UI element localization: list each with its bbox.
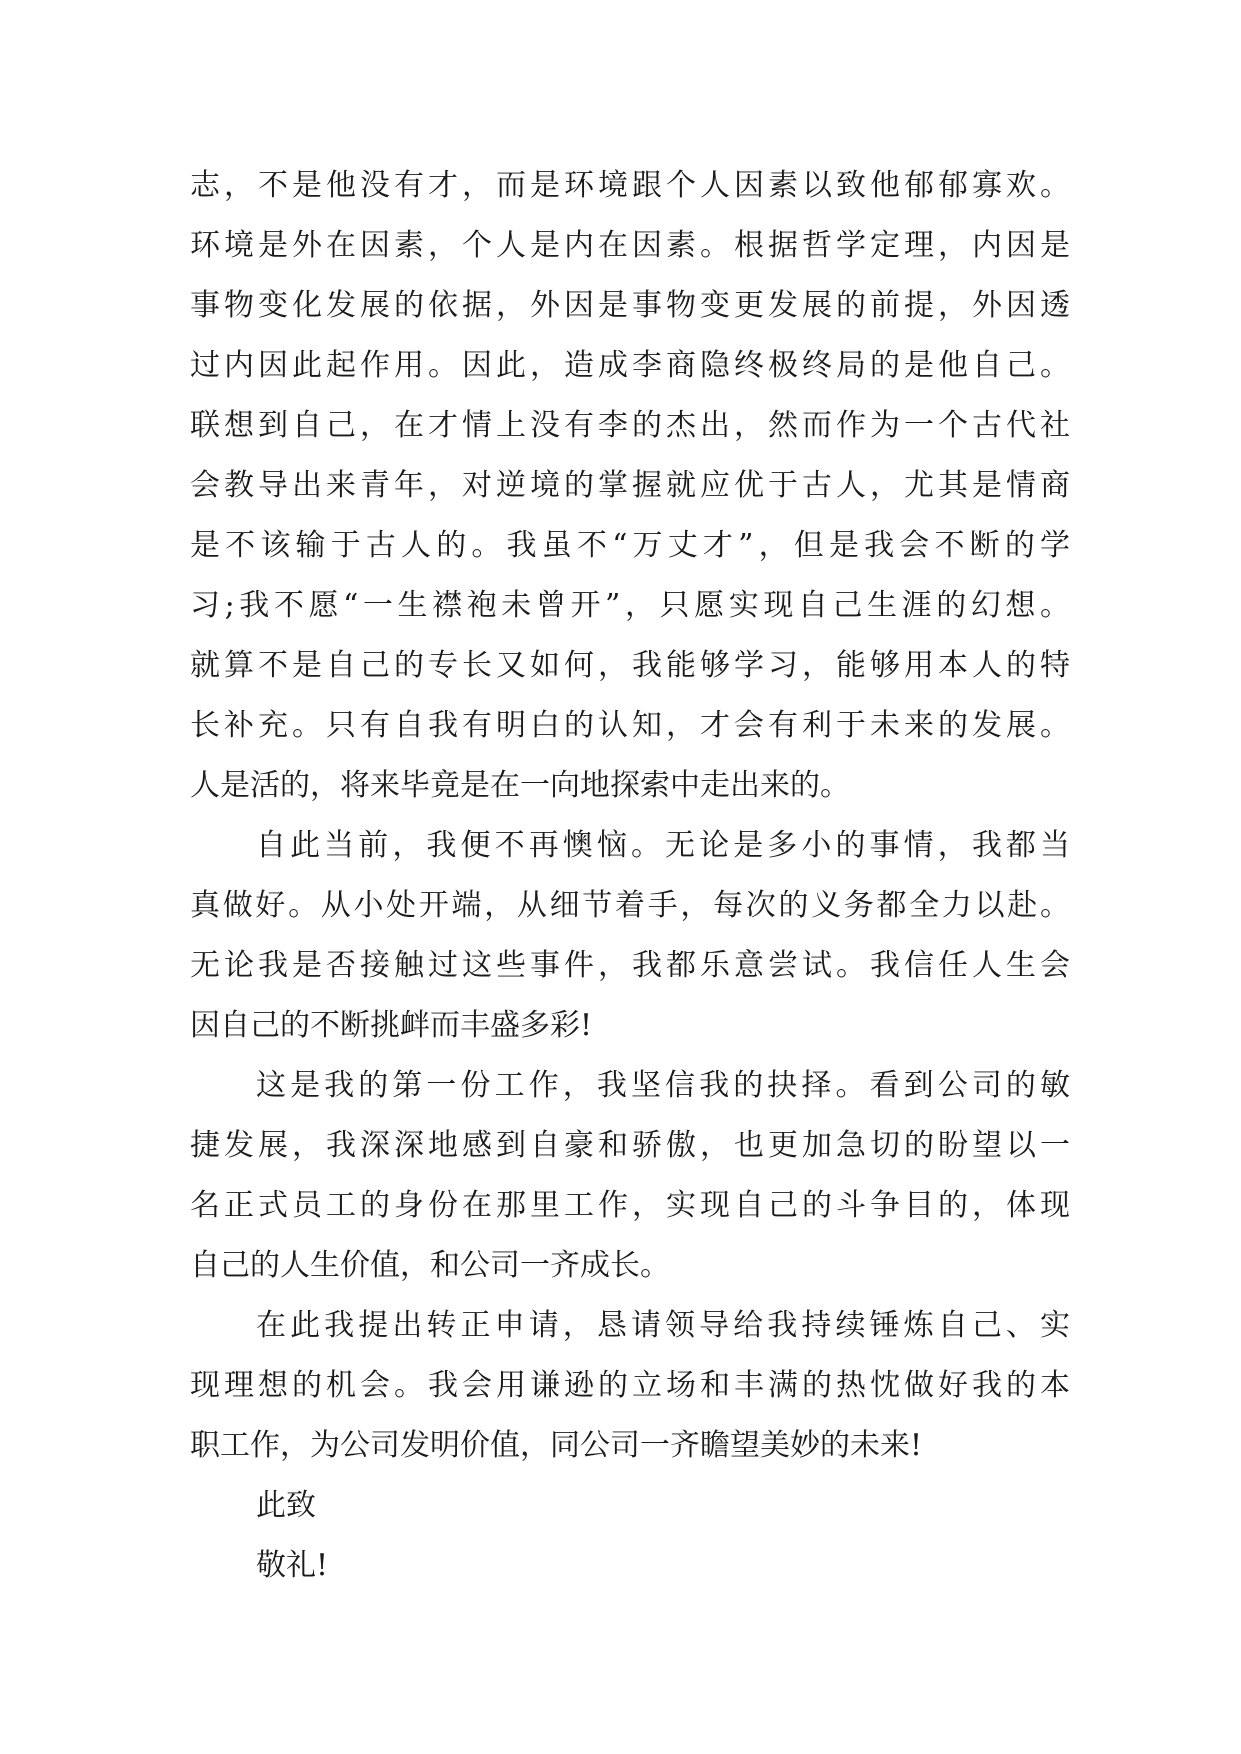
paragraph-first-line: 在此我提出转正申请，恳请领导给我持续锤炼自己、实 [256, 1308, 1070, 1343]
body-line: 事物变化发展的依据，外因是事物变更发展的前提，外因透 [190, 288, 1070, 323]
closing-salutation: 此致 [256, 1488, 316, 1523]
body-line: 无论我是否接触过这些事件，我都乐意尝试。我信任人生会 [190, 948, 1070, 983]
body-line: 现理想的机会。我会用谦逊的立场和丰满的热忱做好我的本 [190, 1368, 1070, 1403]
body-line: 就算不是自己的专长又如何，我能够学习，能够用本人的特 [190, 648, 1070, 683]
body-line: 职工作，为公司发明价值，同公司一齐瞻望美妙的未来! [190, 1428, 923, 1463]
body-line: 是不该输于古人的。我虽不“万丈才”，但是我会不断的学 [190, 528, 1070, 563]
paragraph-first-line: 这是我的第一份工作，我坚信我的抉择。看到公司的敏 [256, 1068, 1070, 1103]
body-line: 环境是外在因素，个人是内在因素。根据哲学定理，内因是 [190, 228, 1070, 263]
body-line: 因自己的不断挑衅而丰盛多彩! [190, 1008, 593, 1043]
body-line: 习;我不愿“一生襟袍未曾开”，只愿实现自己生涯的幻想。 [190, 588, 1070, 623]
body-line: 联想到自己，在才情上没有李的杰出，然而作为一个古代社 [190, 408, 1070, 443]
body-line: 过内因此起作用。因此，造成李商隐终极终局的是他自己。 [190, 348, 1070, 383]
letter-body [190, 156, 1070, 1596]
body-line: 名正式员工的身份在那里工作，实现自己的斗争目的，体现 [190, 1188, 1070, 1223]
body-line: 会教导出来青年，对逆境的掌握就应优于古人，尤其是情商 [190, 468, 1070, 503]
body-line: 捷发展，我深深地感到自豪和骄傲，也更加急切的盼望以一 [190, 1128, 1070, 1163]
closing-regards: 敬礼! [256, 1548, 329, 1583]
body-line: 真做好。从小处开端，从细节着手，每次的义务都全力以赴。 [190, 888, 1070, 923]
body-line: 人是活的，将来毕竟是在一向地探索中走出来的。 [190, 768, 850, 803]
body-line: 志，不是他没有才，而是环境跟个人因素以致他郁郁寡欢。 [190, 168, 1070, 203]
body-line: 长补充。只有自我有明白的认知，才会有利于未来的发展。 [190, 708, 1070, 743]
body-line: 自己的人生价值，和公司一齐成长。 [190, 1248, 670, 1283]
paragraph-first-line: 自此当前，我便不再懊恼。无论是多小的事情，我都当 [256, 828, 1070, 863]
